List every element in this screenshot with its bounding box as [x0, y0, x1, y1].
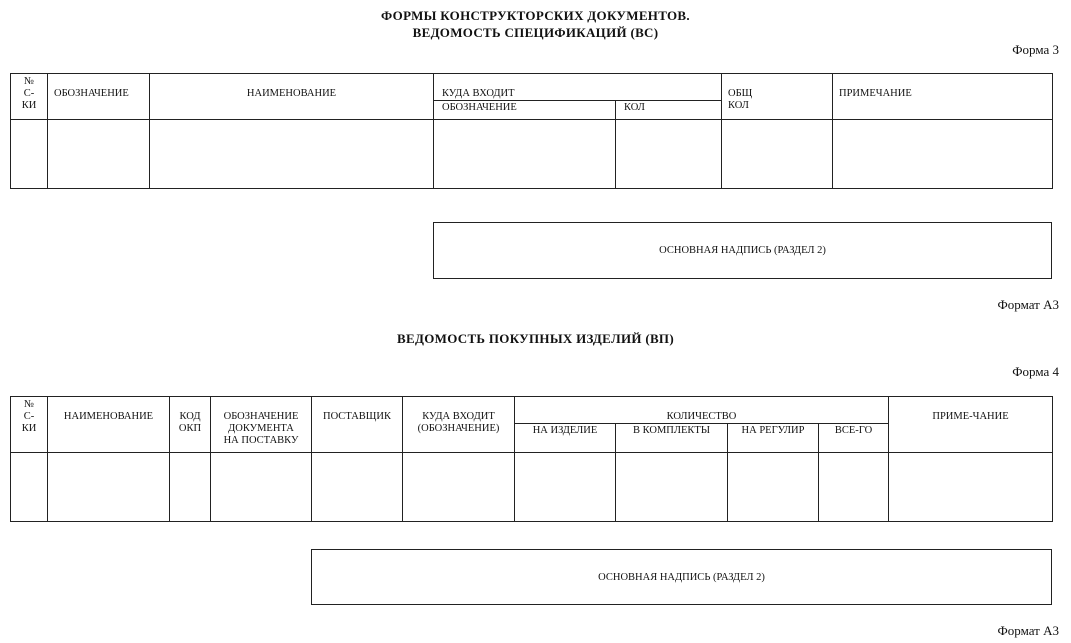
- col-header-name: НАИМЕНОВАНИЕ: [48, 397, 170, 453]
- table-cell[interactable]: [889, 453, 1053, 522]
- table-cell[interactable]: [150, 120, 434, 189]
- table-cell[interactable]: [722, 120, 833, 189]
- form4-label: Форма 4: [1012, 364, 1059, 379]
- title-block-stamp: ОСНОВНАЯ НАДПИСЬ (РАЗДЕЛ 2): [311, 549, 1052, 605]
- col-header-supply-document: ОБОЗНАЧЕНИЕ ДОКУМЕНТА НА ПОСТАВКУ: [211, 397, 312, 453]
- col-header-note: ПРИМЕ-ЧАНИЕ: [889, 397, 1053, 453]
- col-header-total-qty: ОБЩ КОЛ: [722, 74, 833, 120]
- form3-table: [10, 73, 1053, 189]
- col-header-note: ПРИМЕЧАНИЕ: [833, 74, 1053, 120]
- table-cell[interactable]: [728, 453, 819, 522]
- col-header-number: № С- КИ: [11, 397, 48, 453]
- col-header-where-group: КУДА ВХОДИТ ОБОЗНАЧЕНИЕ КОЛ: [434, 74, 722, 120]
- table-cell[interactable]: [515, 453, 616, 522]
- form4-format: Формат А3: [997, 623, 1059, 638]
- table-cell[interactable]: [819, 453, 889, 522]
- col-header-qty-kits: В КОМПЛЕКТЫ: [616, 424, 728, 452]
- table-cell[interactable]: [434, 120, 616, 189]
- form3-label: Форма 3: [1012, 42, 1059, 57]
- table-cell[interactable]: [48, 120, 150, 189]
- col-header-quantity-group: КОЛИЧЕСТВО НА ИЗДЕЛИЕ В КОМПЛЕКТЫ НА РЕГУЛИР ВСЕ-ГО: [515, 397, 889, 453]
- table-cell[interactable]: [616, 120, 722, 189]
- table-cell[interactable]: [403, 453, 515, 522]
- table-cell[interactable]: [211, 453, 312, 522]
- table-cell[interactable]: [312, 453, 403, 522]
- section-title: ВЕДОМОСТЬ ПОКУПНЫХ ИЗДЕЛИЙ (ВП): [397, 331, 674, 346]
- page-subtitle: ВЕДОМОСТЬ СПЕЦИФИКАЦИЙ (ВС): [412, 25, 659, 40]
- col-header-qty-total: ВСЕ-ГО: [834, 425, 873, 436]
- col-header-where-used: КУДА ВХОДИТ (ОБОЗНАЧЕНИЕ): [403, 397, 515, 453]
- col-header-name: НАИМЕНОВАНИЕ: [150, 74, 434, 120]
- table-row: [11, 120, 1053, 189]
- title-block-stamp: ОСНОВНАЯ НАДПИСЬ (РАЗДЕЛ 2): [433, 222, 1052, 279]
- table-cell[interactable]: [48, 453, 170, 522]
- col-header-qty-per-product: НА ИЗДЕЛИЕ: [515, 424, 616, 452]
- col-header-where-designation: ОБОЗНАЧЕНИЕ: [434, 101, 616, 119]
- col-header-designation: ОБОЗНАЧЕНИЕ: [48, 74, 150, 120]
- col-header-supplier: ПОСТАВЩИК: [312, 397, 403, 453]
- col-header-okp-code: КОД ОКП: [170, 397, 211, 453]
- table-cell[interactable]: [170, 453, 211, 522]
- page-title: ФОРМЫ КОНСТРУКТОРСКИХ ДОКУМЕНТОВ.: [381, 8, 690, 23]
- col-header-qty-adjust: НА РЕГУЛИР: [728, 424, 819, 452]
- table-cell[interactable]: [11, 120, 48, 189]
- table-row: [11, 453, 1053, 522]
- table-cell[interactable]: [616, 453, 728, 522]
- form4-table: [10, 396, 1053, 522]
- table-cell[interactable]: [833, 120, 1053, 189]
- table-cell[interactable]: [11, 453, 48, 522]
- col-header-where-qty: КОЛ: [624, 102, 645, 113]
- form3-format: Формат А3: [997, 297, 1059, 312]
- col-header-number: № С- КИ: [11, 74, 48, 120]
